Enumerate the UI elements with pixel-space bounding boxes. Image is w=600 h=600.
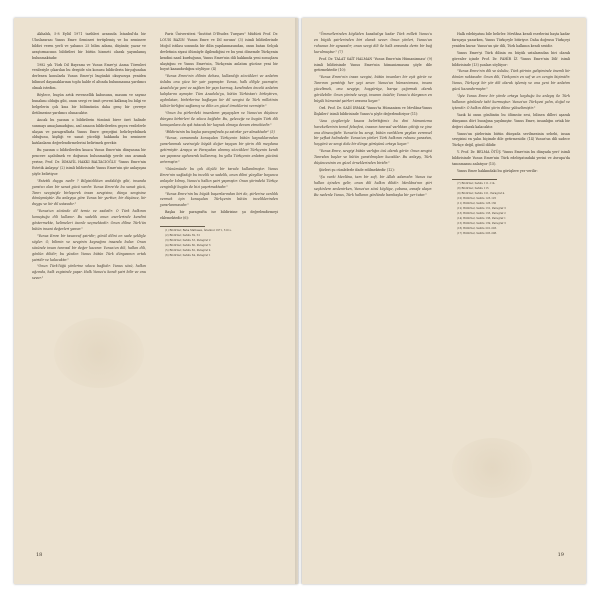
paragraph: "Estetik duygu nedir ? Bilgisizlikten andaldığı gibi, insanda yaratıcı olan bir sanat gücü vardır. Yunus Emre'de bu sanat gücü, Tanrı sevgisiyle birleşerek insan sevgisine, dünya sevgisine dönüşmüştür. Bu anlayışa göre Yunus bir yurttur, bir düşünce, bir duygu ve bir dil ustasıdır.": [32, 178, 146, 207]
paragraph: "Ümmetlerinden köylüden kasabalıya kadar Türk milleti Yunus'u en büyük şairlerinden biri olarak sever. Onun şiirleri, Yunus'un ruhunun bir aynasıdır; onun sevgi dili ile halk arasında derin bir bağ kurulmuştur." (7): [314, 32, 432, 54]
book-spread: [8, 8, 592, 592]
paragraph: Halk edebiyatını bile belirler. Mevlâna kendi eserlerini başta kadar farsçaya yazarken, Yunus Türkçeyle bitiriyor. Daha doğrusu Türkçeyi yeniden kurar. Yunus'un şiir dili, Türk halkının kendi sesidir.: [452, 32, 570, 48]
left-page-column-1: [32, 32, 146, 283]
right-page: [302, 18, 586, 584]
footnote-rule: [452, 179, 497, 180]
paragraph: "İşte Yunus Emre bir şiirde ortaya koyduğu bu anlayış ile Türk halkının gönlünde taht kurmuştur. Yunus'un Türkçesi yalın, doğal ve içtendir. O halkın dilini şiirin diline yükseltmiştir.": [452, 94, 570, 110]
paragraph: "Onun bu şiirlerdeki insanların yaşayışları ve Yunus'un düşünce dünyası birbirleri ile sıkıca bağlıdır. Bu, geleceğe ve bugün Türk dili konuşanlara da ışık tutacak bir kaynak olmaya devam etmektedir.": [160, 110, 278, 127]
paragraph: Akhalsk, 5-8 Eylül 1971 tarihleri arasında İstanbul'da bir Uluslararası Yunus Emre Semineri tertiplemiş ve bu seminere bildiri veren yerli ve yabancı 25 bilim adamı, düşünür, yazar ve araştırmacının bildirileri bir bütün hizmeti olarak yayımlamış bulunmaktadır.: [32, 32, 146, 60]
paragraph: "Onun Türk'lüğü şiirlerine sıkıca bağlıdır. Yunus sözü, halkın ağzında, halk ezgisinde yaşar. Halk Yunus'u kendi şairi bilir ve onu sever.": [32, 264, 146, 281]
footnote: (14) Bildiriler, Sahife 136, Paragraf 1: [457, 216, 506, 220]
paragraph: "Yunus Emre'nin dili ve üslubu, Türk şiirinin gelişiminde önemli bir dönüm noktasıdır. Onun dili, Türkçenin en saf ve en zengin biçimidir. Yunus, Türkçeyi bir şiir dili olarak işlemiş ve ona yeni bir anlatım gücü kazandırmıştır.": [452, 69, 570, 92]
paragraph: "Yunus, zamanında konuşulan Türkçenin bütün kaynaklarından yararlanmak sevinciyle büyük değer taşıyan bir şiirin dili meydana getirmiştir. Arapça ve Farsçadan alınmış sözcükleri Türkçenin kendi ses yapısına uydurarak kullanmış, bu yolla Türkçenin anlatım gücünü artırmıştır.": [160, 136, 278, 165]
footnote: (8) Bildiriler, Sahife 115: [457, 186, 489, 190]
footnote: (6) Bildiriler, Sahife 64, Paragraf 1: [165, 254, 211, 258]
right-page-column-2: [452, 32, 570, 237]
footnote: (12) Bildiriler, Sahife 131, Paragraf 3: [457, 206, 506, 210]
paragraph: Başka bir paragrafta ise bildirisine şu değerlendirmeyi eklemektedir (6):: [160, 210, 278, 221]
paragraph: Şiirleri şu cümlelerle ifade edilmektedir (12):: [319, 167, 395, 172]
paragraph: Ord. Prof. Dr. SADİ IRMAK 'Yunus'ta Hümanizm ve Mevlâna-Yunus İlişkileri' isimli bildirisinde Yunus'u şöyle değerlendiriyor (11):: [314, 105, 432, 116]
paragraph: Yunus Emre'yi Türk dilinin en büyük ustalarından biri olarak görenler içinde Prof. Dr. FAHİR İZ 'Yunus Emre'nin Dili' isimli bildirisinde (13) şunları söylüyor:: [452, 50, 570, 67]
footnote-rule: [160, 226, 205, 227]
paragraph: "Günümüzde bu çok ölçülü bir tarzda kullanılmıştır. Yunus Emre'nin sağladığı bu incelik ve sadelik, onun dilini yüzyıllar boyunca anlaşılır kılmış, Yunus'u halkın şairi yapmıştır. Onun şiirindeki Türkçe zenginliği bugün de bizi şaşırtmaktadır.": [160, 166, 278, 189]
footnote: (11) Bildiriler, Sahife 126-130: [457, 201, 497, 205]
paragraph: "Yunus Emre'nin dilinin dehası, kullandığı sözcükleri ve anlatım üslubu onu yüce bir şair yapmıştır. Yunus, halk diliyle yazmıştır, Anadolu'ya yeni ve sağlam bir yapı kurmuş, kendinden önceki anlatım kalıplarını aşmıştır. Tüm Anadolu'yu, bütün Türkistan'ı birleştiren, aydınlatan, birbirlerine bağlayan bir dil sevgisi ile Türk milletinin kültür birliğini sağlamış ve dilin en güzel örneklerini vermiştir.": [160, 74, 278, 108]
paragraph: Paris Üniversitesi "İnstitut D'Etudes Turques" Müdürü Prof. Dr. LOUIS BAZIN 'Yunus Emre ve Dil sorunu' (3) isimli bildirilerinde Moğol istilası sonunda bir dilin yapılanmasından, onun batan Selçuk devletinin siyasi ölümüyle ilgilendiğini ve bu yeni dönemde Türkçenin kendini nasıl kurduğunu, Yunus Emre'nin dili hakkında yeni sonuçlara ulaştığını ve Yunus Emre'nin, Türkçenin anlatım gücüne yeni bir boyut kazandırdığını söylüyor. (4): [160, 32, 278, 72]
footnote: (7) Bildiriler, Sahife 111-114.: [457, 181, 496, 185]
footnote: (16) Bildiriler, Sahife 201-203.: [457, 226, 497, 230]
page-number: 19: [557, 552, 564, 558]
paragraph: Bu yazının o bildirilerden kısaca Yunus Emre'nin dünyasına bir pencere açabilmek ve doğunun bulunmadığı yerde onu aramak yerine, Prof. Dr. İSMAYİL HAKKI BALTACIOĞLU 'Yunus Emre'nin Estetik Anlayışı' (2) isimli bildirisinde Yunus Emre'nin şiir anlayışını şöyle belirtiyor:: [32, 148, 146, 176]
paragraph: Böylece, bugün artık evrensellik kabusunu, masum ve sayısız bunalımı olduğu gibi, onun sevgi ve ümit çevresi kalkmış bu bilgi ve belgelerin çok kısa bir bölümünün daha genç bir çevreye iletilmesine yardımcı olunacaktır.: [32, 93, 146, 115]
footnote: (4) Bildiriler, Sahife 60, Paragraf 3: [165, 244, 211, 248]
paragraph: Prof. Dr. TALAT SAİT HALMAN 'Yunus Emre'nin Hümanizması' (9) isimli bildirisinde Yunus Emre'nin hümanizmasını şöyle dile getirmektedir (10):: [314, 56, 432, 73]
paragraph: "Yunus Emre'nin insan sevgisi, bütün insanları bir eşit görür ve Tanrının yarattığı her şeyi sever. Yunus'un hümanizması, insanı yüceltmek, onu sevgiye, hoşgörüye, barışa çağırmak olarak görülebilir. Onun şiirinde sevgi, insanın özüdür; Yunus'u dünyanın en büyük hümanist şairleri arasına koyar.": [314, 75, 432, 103]
paragraph: Yunus Emre hakkındaki bu görüşlere yer verilir:: [457, 168, 538, 173]
right-page-column-1: [314, 32, 432, 199]
footnote: (17) Bildiriler, Sahife 205-208.: [457, 231, 497, 235]
paragraph: Y. Prof. Dr. BELMA ÖTÜŞ 'Yunus Emre'nin bu dünyada yeri' isimli bildirisinde Yunus Emre'nin Türk edebiyatındaki yerini ve Avrupa'da tanınmasını anlatıyor (15).: [452, 150, 570, 167]
footnote: (2) Bildiriler, Sahife 39, 52: [165, 234, 200, 238]
paragraph: "Yunus Emre, sevgiyi bütün varlığın özü olarak görür. Onun sevgisi Tanrıdan başlar ve bütün yaratılmışları kucaklar. Bu anlayış, Türk düşüncesinin en güzel örneklerinden biridir.": [314, 149, 432, 166]
paragraph: "Yunus Emre bir tasavvuf şairidir; gönül dilini en sade şekliyle söyler. O, bilimin ve sevginin kaynağını insanda bulur. Onun sözünde insan tanrısal bir değer kazanır. Yunus'un dili, halkın dili, gönlün dilidir; bu yüzden Yunus bütün Türk dünyasının ortak şairidir ve kalacaktır.": [32, 233, 146, 262]
footnote: (10) Bildiriler, Sahife 123-125: [457, 196, 497, 200]
paragraph: Yunus'un şiirlerinin bütün dünyada sevilmesinin sebebi, insan sevgisini en yalın biçimde dile getirmesidir. (14) Yunus'un dili sadece Türkçe değil, gönül dilidir.: [452, 131, 570, 148]
footnote: (13) Bildiriler, Sahife 133, Paragraf 2: [457, 211, 506, 215]
paragraph: Yazık ki onun gönlünün bu ölümsüz sesi, bilinen dilleri aşarak dünyanın dört bucağına yayılmıştır. Yunus Emre, insanlığın ortak bir değeri olarak kalacaktır.: [452, 112, 570, 129]
page-number: 18: [36, 552, 43, 558]
footnote: (1) Bildiriler, Baha Matbaası, İstanbul 1971, 510 s.: [165, 229, 232, 233]
footnote: (15) Bildiriler, Sahife 139, Paragraf 3: [457, 221, 506, 225]
left-page: [14, 18, 298, 584]
paragraph: "Ana çizgileriyle kısaca belirttiğimiz bu dini hümanizma hareketlerinin temel felsefesi, insanın tanrısal varlıktan çıktığı ve yine ona döneceğidir. Yunus'ta bu sevgi, bütün varlıklara yayılan evrensel bir şefkat halindedir. Yunus'un şiirleri Türk halkının ruhunu yansıtan, hoşgörü ve sevgi dolu bir dünya görüşünü ortaya koyar.": [314, 118, 432, 147]
paragraph: 1982 yılı Türk Dil Bayramı ve Yunus Emre'yi Anma Törenleri vesilesiyle çıkarılan bu dergide söz konusu bildirilerin birçoğundan derlenen konularla Yunus Emre'yi bugünkü okuyucuya yeniden bilimsel dayanaklarının toplu halde el altında bulunmasına yardımcı olmak istedim.: [32, 62, 146, 91]
paragraph: "Şu varki Mevlâna, tam bir sofi, bir Allah adamıdır. Yunus ise halkın içinden gelir, onun dili halkın dilidir. Mevlâna'nın şiiri seçkinlere seslenirken, Yunus'un sözü köylüye, çobana, esnafa ulaşır. Bu nedenle Yunus, Türk halkının gönlünde bambaşka bir yer tutar.": [314, 174, 432, 197]
paragraph: Ancak bu yazının o bildirilerin tümünü birer özet halinde sunmayı amaçlamadığını, asıl amacın bildirilerden geçen vesilelerle ulaşan ve paragraflarla Yunus Emre gerçeğini belirleyebilmek olduğunu, kişiliği ve sanat yüceliği hakkında bu seminere katılanların değerlendirmelerini belirtmek gerekir.: [32, 117, 146, 146]
paragraph: "Yunus Emre'nin bu büyük başarılarından biri de, şiirlerine canlılık vermek için konuşulan Türkçenin bütün inceliklerinden yararlanmasıdır.": [160, 191, 278, 208]
paragraph: "Yunus'un sözünde dil temiz ve sadedir. O Türk halkının konuştuğu dili kullanır. Bu sadelik onun eserlerinde kendini göstermekte, kelimeleri özenle seçmektedir. Onun diline Türk'ün bütün insani değerleri yansır.": [32, 209, 146, 231]
footnote: (9) Bildiriler, Sahife 121, Paragraf 4.: [457, 191, 505, 195]
footnote: (3) Bildiriler, Sahife 53, Paragraf 2: [165, 239, 211, 243]
paragraph: "Bildirisinin bu başka paragrafında şu satırlar yer almaktadır" (5): [165, 129, 275, 134]
left-page-column-2: [160, 32, 278, 259]
footnote: (5) Bildiriler, Sahife 62, Paragraf 4: [165, 249, 211, 253]
